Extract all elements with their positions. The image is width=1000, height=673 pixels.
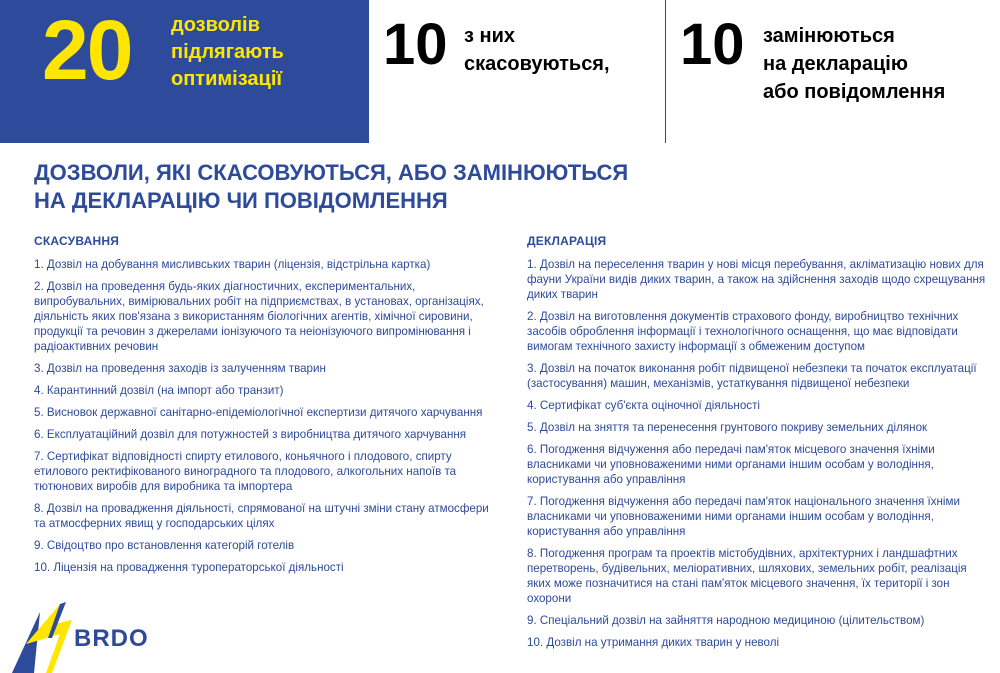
list-item: 4. Сертифікат суб'єкта оціночної діяльності	[527, 399, 760, 412]
stat-total-caption	[171, 12, 284, 93]
declaration-heading: ДЕКЛАРАЦІЯ	[527, 234, 607, 248]
list-item: 9. Свідоцтво про встановлення категорій готелів	[34, 539, 295, 552]
stat-replaced-caption-line3: або повідомлення	[763, 81, 946, 103]
declaration-column	[527, 234, 987, 657]
stat-cancelled-caption-line1: з них	[464, 25, 515, 47]
list-item: 8. Погодження програм та проектів містобудівних, архітектурних і ландшафтних перетворень, будівельних, меліоративних, шляхових, земельних робіт, реалізація яких може позначитися на стані пам'яток місцевого значення, їх території і зон охорони	[527, 547, 967, 605]
stat-total-caption-line1: дозволів	[171, 14, 260, 36]
stat-replaced-number: 10	[680, 12, 745, 77]
list-item: 7. Погодження відчуження або передачі пам'яток національного значення їхніми власниками чи уповноваженими ними органами іншим особам у володіння, користування або управління	[527, 495, 960, 538]
list-item: 6. Експлуатаційний дозвіл для потужностей з виробництва дитячого харчування	[34, 428, 467, 441]
stat-block-cancelled	[369, 0, 666, 143]
list-item: 9. Спеціальний дозвіл на зайняття народною медициною (цілительством)	[527, 614, 925, 627]
stat-block-replaced	[666, 0, 1000, 143]
cancellation-heading: СКАСУВАННЯ	[34, 234, 120, 248]
list-item: 6. Погодження відчуження або передачі пам'яток місцевого значення їхніми власниками чи уповноваженими ними органами іншим особам у володіння, користування або управління	[527, 443, 935, 486]
list-item: 5. Висновок державної санітарно-епідеміологічної експертизи дитячого харчування	[34, 406, 483, 419]
list-item: 4. Карантинний дозвіл (на імпорт або транзит)	[34, 384, 284, 397]
list-item: 8. Дозвіл на провадження діяльності, спрямованої на штучні зміни стану атмосфери та атмосферних явищ у господарських цілях	[34, 502, 489, 530]
page-title	[34, 159, 734, 215]
stat-cancelled-caption-line2: скасовуються,	[464, 53, 610, 75]
page-title-line1: ДОЗВОЛИ, ЯКІ СКАСОВУЮТЬСЯ, АБО ЗАМІНЮЮТЬСЯ	[34, 160, 629, 185]
stat-total-caption-line3: оптимізації	[171, 68, 283, 90]
list-item: 10. Дозвіл на утримання диких тварин у неволі	[527, 636, 780, 649]
stat-total-caption-line2: підлягають	[171, 41, 284, 63]
header-banner	[0, 0, 1000, 143]
list-item: 1. Дозвіл на переселення тварин у нові місця перебування, акліматизацію нових для фауни України видів диких тварин, а також на здійснення заходів щодо схрещування диких тварин	[527, 258, 986, 301]
stat-block-total	[0, 0, 369, 143]
list-item: 10. Ліцензія на провадження туроператорської діяльності	[34, 561, 344, 574]
list-item: 2. Дозвіл на виготовлення документів страхового фонду, виробництво технічних засобів оброблення інформації і технологічного оснащення, що має відповідати вимогам технічного захисту інформації з обмеженим доступом	[527, 310, 959, 353]
list-item: 7. Сертифікат відповідності спирту етилового, коньячного і плодового, спирту етилового ректифікованого виноградного та плодового, алкогольних напоїв та тютюнових виробів для виробника та імпортера	[34, 450, 457, 493]
stat-total-number: 20	[42, 3, 132, 97]
stat-cancelled-number: 10	[383, 12, 448, 77]
brdo-logo-text: BRDO	[74, 625, 149, 652]
stat-replaced-caption	[763, 22, 945, 106]
stat-replaced-caption-line2: на декларацію	[763, 53, 908, 75]
list-item: 3. Дозвіл на початок виконання робіт підвищеної небезпеки та початок експлуатації (застосування) машин, механізмів, устаткування підвищеної небезпеки	[527, 362, 977, 390]
page-title-line2: НА ДЕКЛАРАЦІЮ ЧИ ПОВІДОМЛЕННЯ	[34, 188, 448, 213]
list-item: 3. Дозвіл на проведення заходів із залученням тварин	[34, 362, 326, 375]
list-item: 5. Дозвіл на зняття та перенесення грунтового покриву земельних ділянок	[527, 421, 928, 434]
list-item: 2. Дозвіл на проведення будь-яких діагностичних, експериментальних, випробувальних, вимірювальних робіт на підприємствах, в установах, організаціях, діяльність яких пов'язана з використанням біологічних агентів, хімічної сировини, продукції та речовин з джерелами іонізуючого та неіонізуючого випромінювання і радіоактивних речовин	[34, 280, 484, 353]
stat-replaced-caption-line1: замінюються	[763, 25, 895, 47]
cancellation-column	[34, 234, 494, 582]
list-item: 1. Дозвіл на добування мисливських тварин (ліцензія, відстрільна картка)	[34, 258, 431, 271]
stat-cancelled-caption	[464, 22, 610, 78]
